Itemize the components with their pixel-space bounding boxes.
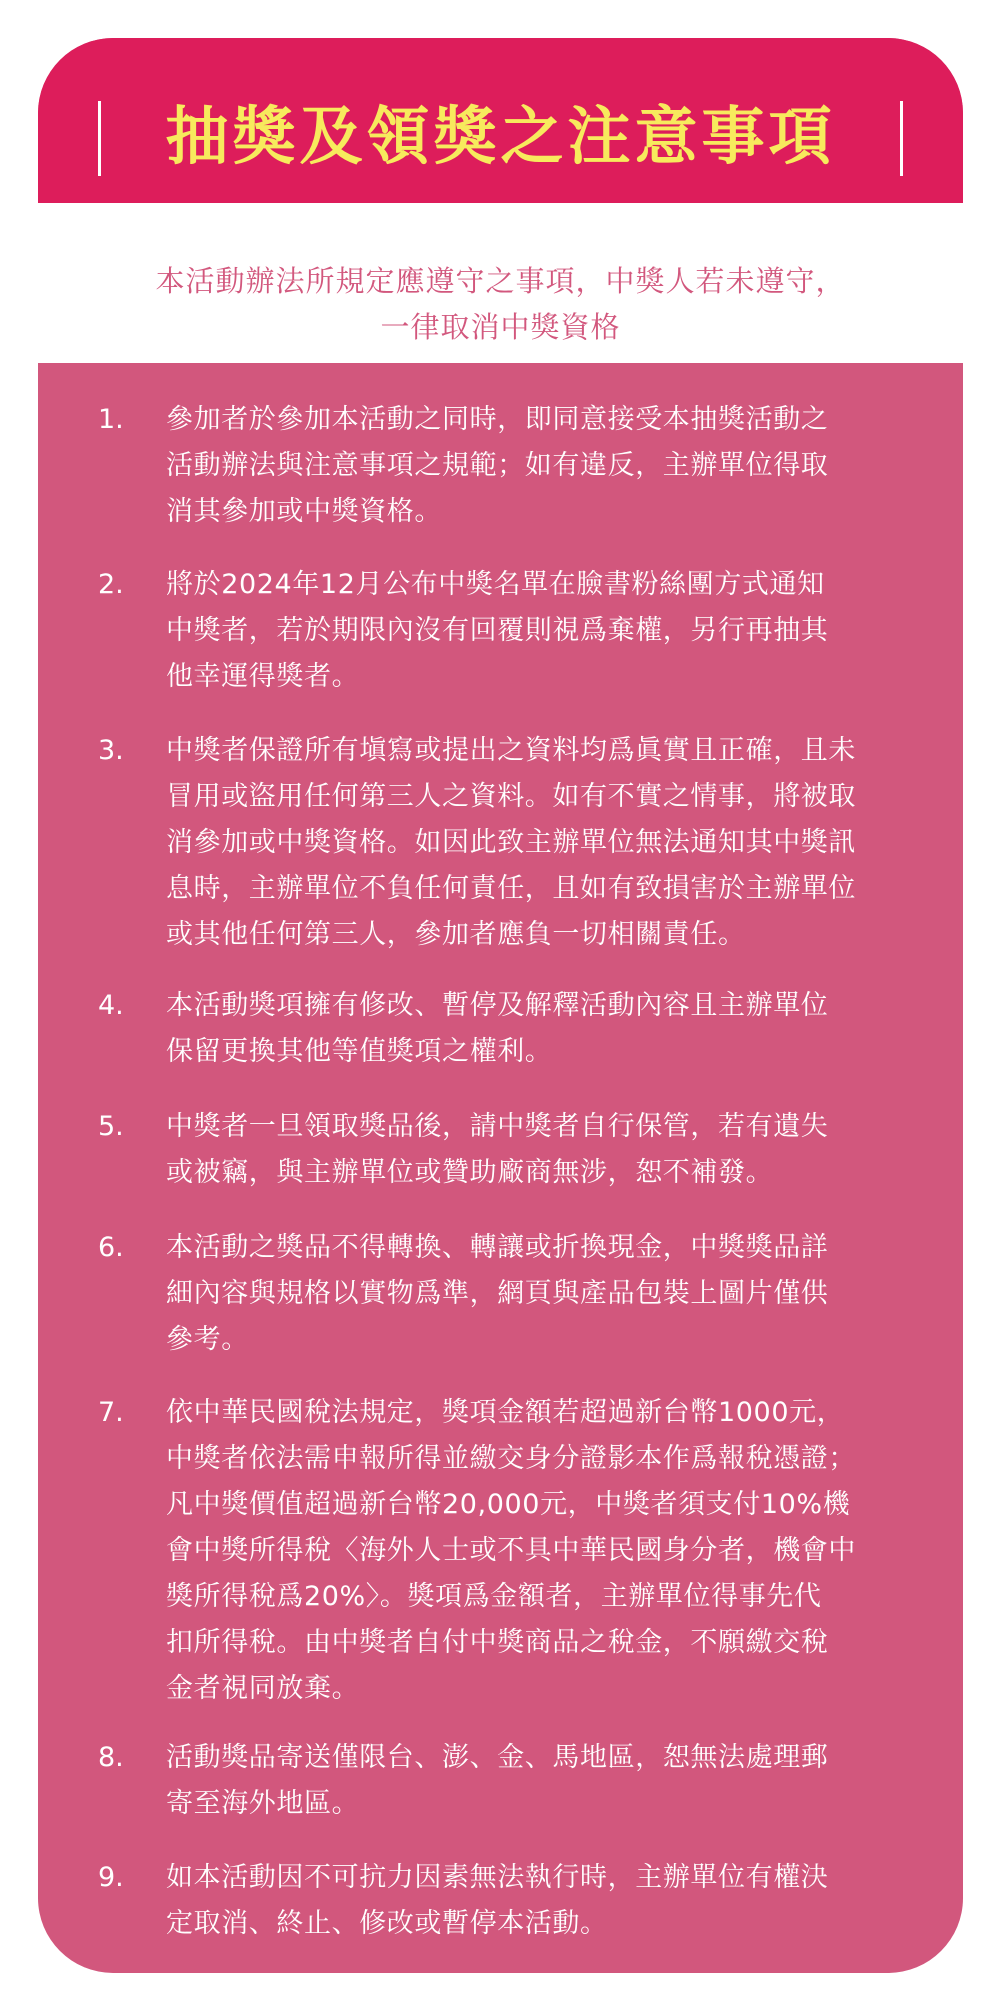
rule-number: 3. [98,735,124,766]
rule-line: 參加者於參加本活動之同時，即同意接受本抽獎活動之 [166,404,829,435]
rule-line: 寄至海外地區。 [166,1788,360,1819]
rule-number: 1. [98,404,124,435]
rule-number: 4. [98,990,124,1021]
rule-line: 參考。 [166,1324,249,1355]
rule-number: 8. [98,1742,124,1773]
rule-text [166,397,936,535]
rule-text [166,1225,936,1363]
rule-text [166,1104,936,1196]
rule-line: 冒用或盜用任何第三人之資料。如有不實之情事，將被取 [166,781,856,812]
rule-line: 凡中獎價值超過新台幣20,000元，中獎者須支付10%機 [166,1489,851,1520]
rule-line: 依中華民國稅法規定，獎項金額若超過新台幣1000元， [166,1397,845,1428]
subtitle-line: 一律取消中獎資格 [380,310,621,344]
rule-line: 中獎者依法需申報所得並繳交身分證影本作爲報稅憑證； [166,1443,856,1474]
header-banner [38,38,963,203]
rule-line: 如本活動因不可抗力因素無法執行時，主辦單位有權決 [166,1862,829,1893]
rule-line: 消其參加或中獎資格。 [166,496,442,527]
rule-line: 中獎者一旦領取獎品後，請中獎者自行保管，若有遺失 [166,1111,829,1142]
rule-line: 獎所得稅爲20%〉。獎項爲金額者，主辦單位得事先代 [166,1581,822,1612]
rule-number: 6. [98,1232,124,1263]
rule-line: 扣所得稅。由中獎者自付中獎商品之稅金，不願繳交稅 [166,1627,829,1658]
subtitle-panel [38,203,963,363]
rule-line: 或其他任何第三人，參加者應負一切相關責任。 [166,919,746,950]
rule-line: 會中獎所得稅〈海外人士或不具中華民國身分者，機會中 [166,1535,856,1566]
rule-line: 本活動之獎品不得轉換、轉讓或折換現金，中獎獎品詳 [166,1232,829,1263]
rule-text [166,562,936,700]
rule-text [166,1735,936,1827]
notice-card [38,38,963,1973]
rule-line: 息時，主辦單位不負任何責任，且如有致損害於主辦單位 [166,873,856,904]
rule-line: 活動辦法與注意事項之規範；如有違反，主辦單位得取 [166,450,829,481]
page-title: 抽獎及領獎之注意事項 [165,100,836,173]
rule-line: 金者視同放棄。 [166,1673,360,1704]
rule-text [166,728,936,958]
rule-line: 將於2024年12月公布中獎名單在臉書粉絲團方式通知 [166,569,825,600]
rule-line: 活動獎品寄送僅限台、澎、金、馬地區，恕無法處理郵 [166,1742,829,1773]
subtitle-line: 本活動辦法所規定應遵守之事項，中獎人若未遵守， [155,264,846,298]
rule-line: 中獎者保證所有塡寫或提出之資料均爲眞實且正確，且未 [166,735,856,766]
rule-number: 7. [98,1397,124,1428]
rule-text [166,983,936,1075]
rule-number: 5. [98,1111,124,1142]
rule-line: 或被竊，與主辦單位或贊助廠商無涉，恕不補發。 [166,1157,774,1188]
rule-number: 2. [98,569,124,600]
rule-line: 保留更換其他等值獎項之權利。 [166,1036,553,1067]
title-divider-right [900,101,903,176]
rule-line: 細內容與規格以實物爲準，網頁與產品包裝上圖片僅供 [166,1278,829,1309]
rule-line: 他幸運得獎者。 [166,661,360,692]
rule-line: 中獎者，若於期限內沒有回覆則視爲棄權，另行再抽其 [166,615,829,646]
rule-line: 本活動獎項擁有修改、暫停及解釋活動內容且主辦單位 [166,990,829,1021]
rule-text [166,1390,936,1712]
rule-line: 定取消、終止、修改或暫停本活動。 [166,1908,608,1939]
rule-number: 9. [98,1862,124,1893]
rule-line: 消參加或中獎資格。如因此致主辦單位無法通知其中獎訊 [166,827,856,858]
rule-text [166,1855,936,1947]
